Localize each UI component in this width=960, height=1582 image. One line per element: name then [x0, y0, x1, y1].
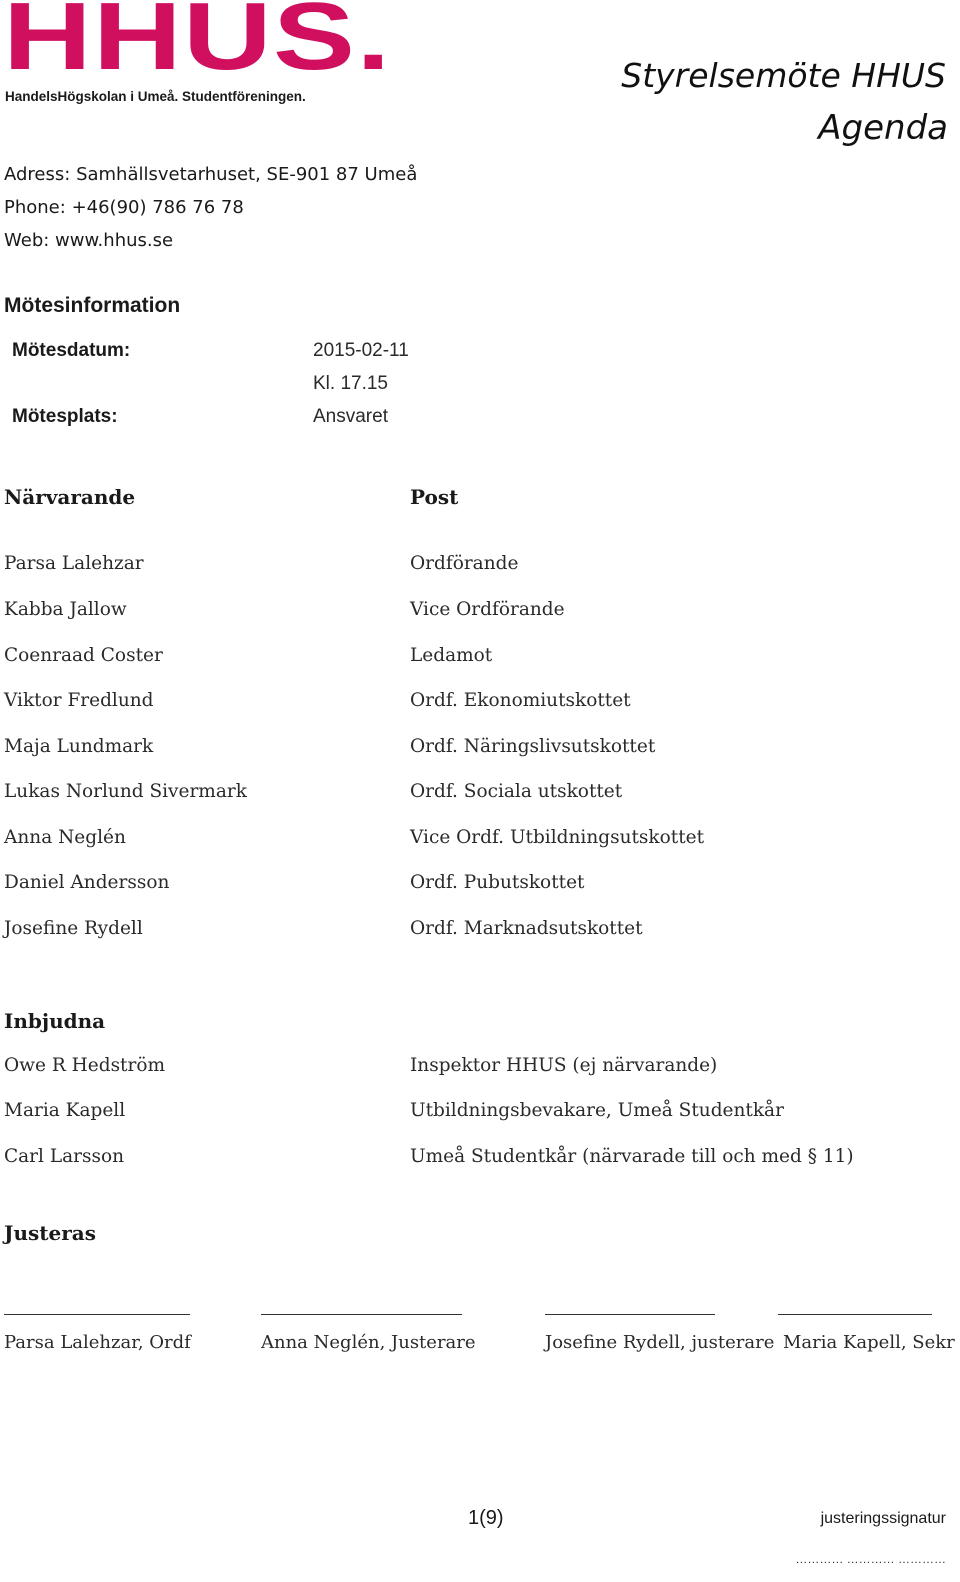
attendee-post: Vice Ordf. Utbildningsutskottet — [410, 827, 705, 848]
contact-web — [4, 230, 173, 251]
attendee-post: Ordf. Marknadsutskottet — [410, 918, 643, 939]
phone-label: Phone: — [4, 197, 66, 218]
invited-name: Carl Larsson — [4, 1146, 125, 1167]
attendee-name: Anna Neglén — [4, 827, 126, 848]
signature-line — [778, 1314, 932, 1315]
attendee-post: Ordf. Näringslivsutskottet — [410, 736, 656, 757]
meeting-place-label: Mötesplats: — [12, 406, 118, 427]
attendee-name: Coenraad Coster — [4, 645, 163, 666]
hhus-logo — [3, 0, 392, 104]
document-title: Styrelsemöte HHUS — [621, 56, 946, 95]
attendee-name: Viktor Fredlund — [4, 690, 154, 711]
attendee-name: Josefine Rydell — [4, 918, 143, 939]
attendee-post: Ordf. Ekonomiutskottet — [410, 690, 631, 711]
logo-wordmark: HHUS. — [3, 0, 392, 90]
signatory-name: Maria Kapell, Sekr — [783, 1332, 955, 1353]
attendee-post: Ordf. Sociala utskottet — [410, 781, 623, 802]
contact-phone — [4, 197, 244, 218]
meeting-date-value: 2015-02-11 — [313, 340, 409, 361]
signature-line — [545, 1314, 715, 1315]
signatory-name: Anna Neglén, Justerare — [261, 1332, 476, 1353]
contact-address — [4, 164, 417, 185]
invited-role: Inspektor HHUS (ej närvarande) — [410, 1055, 718, 1076]
page-number: 1(9) — [468, 1507, 504, 1529]
web-value: www.hhus.se — [55, 230, 174, 251]
attendee-name: Kabba Jallow — [4, 599, 127, 620]
attendee-name: Lukas Norlund Sivermark — [4, 781, 247, 802]
signatory-name: Josefine Rydell, justerare — [545, 1332, 775, 1353]
attendee-name: Maja Lundmark — [4, 736, 154, 757]
web-label: Web: — [4, 230, 50, 251]
attendee-name: Parsa Lalehzar — [4, 553, 144, 574]
invited-name: Maria Kapell — [4, 1100, 126, 1121]
meeting-place-value: Ansvaret — [313, 406, 388, 427]
invited-name: Owe R Hedström — [4, 1055, 166, 1076]
address-label: Adress: — [4, 164, 71, 185]
meeting-info-heading: Mötesinformation — [4, 294, 181, 317]
attendee-post: Ledamot — [410, 645, 493, 666]
signatures-heading: Justeras — [4, 1221, 96, 1245]
document-subtitle: Agenda — [818, 108, 948, 148]
meeting-date-label: Mötesdatum: — [12, 340, 131, 361]
invited-role: Umeå Studentkår (närvarade till och med § 11) — [410, 1146, 854, 1167]
attendee-post: Ordf. Pubutskottet — [410, 872, 585, 893]
attendees-heading: Närvarande — [4, 485, 136, 509]
post-heading: Post — [410, 485, 459, 509]
attendee-name: Daniel Andersson — [4, 872, 170, 893]
invited-role: Utbildningsbevakare, Umeå Studentkår — [410, 1100, 784, 1121]
address-value: Samhällsvetarhuset, SE-901 87 Umeå — [76, 164, 418, 185]
logo-tagline: HandelsHögskolan i Umeå. Studentföreningen. — [5, 89, 306, 104]
attendee-post: Vice Ordförande — [410, 599, 565, 620]
invited-heading: Inbjudna — [4, 1009, 106, 1033]
attendee-post: Ordförande — [410, 553, 519, 574]
phone-value: +46(90) 786 76 78 — [71, 197, 244, 218]
signature-line — [261, 1314, 462, 1315]
meeting-time-value: Kl. 17.15 — [313, 373, 388, 394]
signatory-name: Parsa Lalehzar, Ordf — [4, 1332, 191, 1353]
footer-signature-dots: ………… ………… ………… — [795, 1552, 946, 1566]
signature-line — [4, 1314, 190, 1315]
footer-signature-label: justeringssignatur — [820, 1510, 946, 1527]
